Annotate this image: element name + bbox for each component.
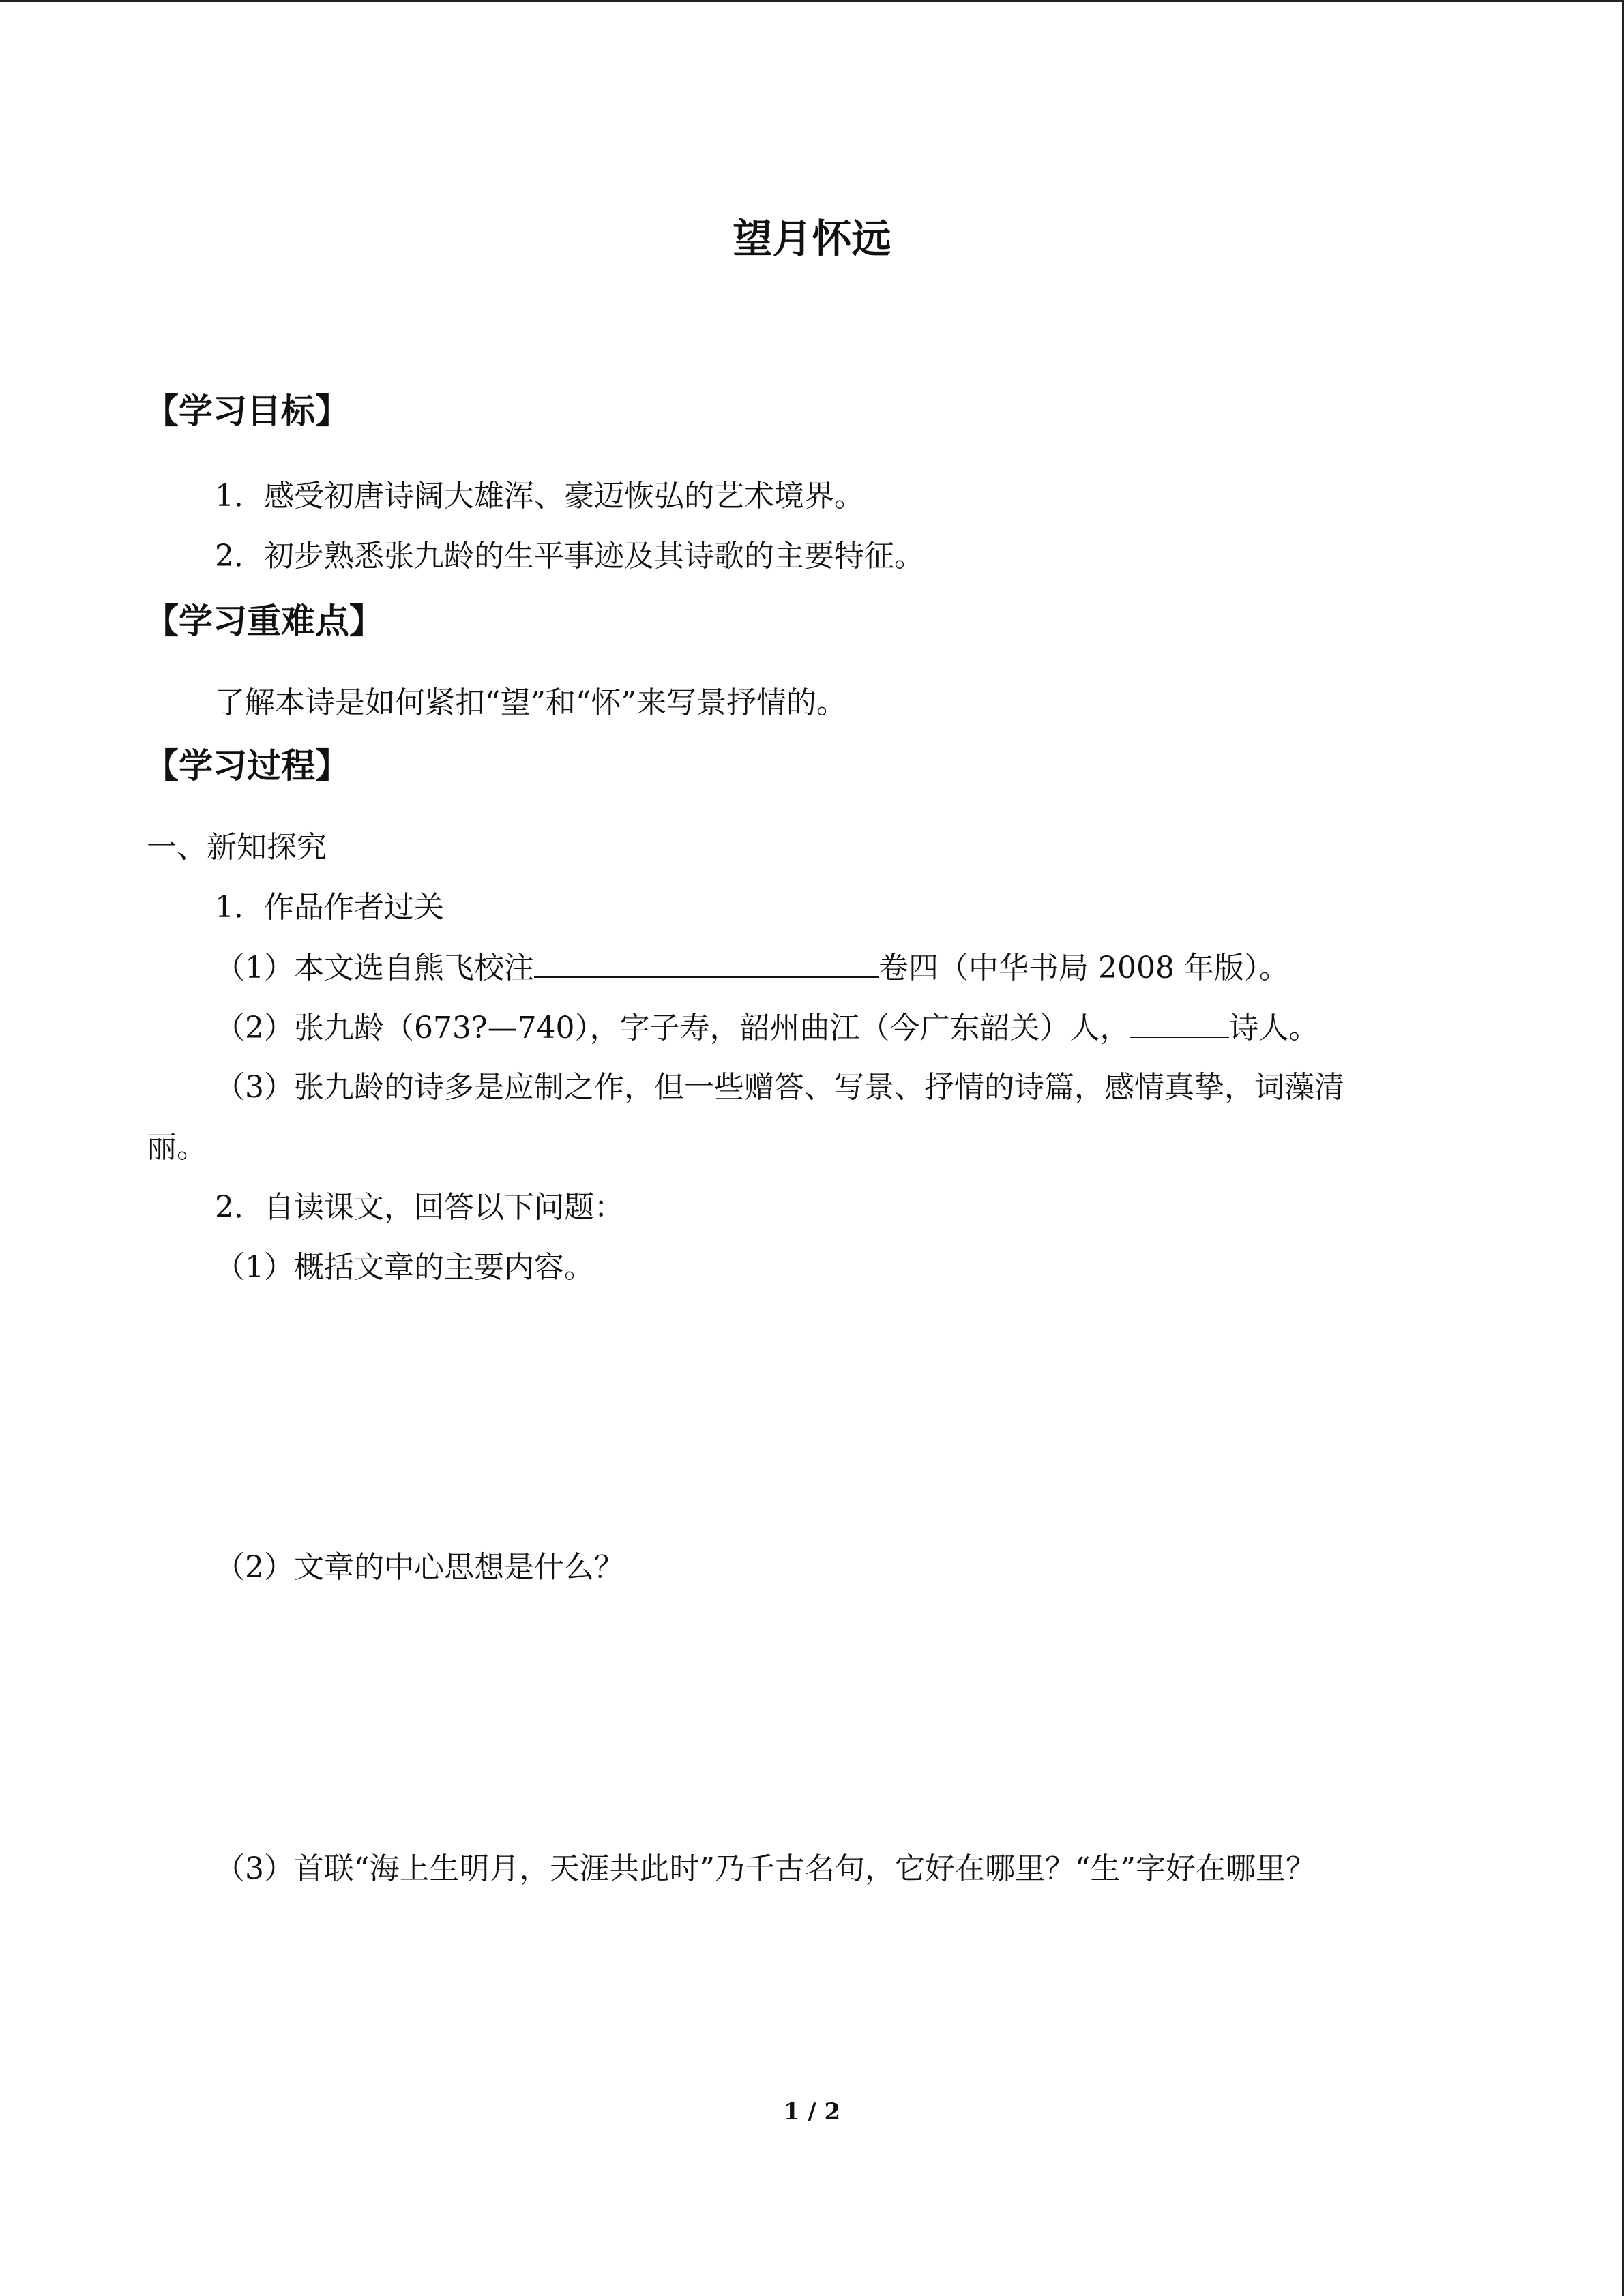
q1-2-answer-blank[interactable] (1130, 1007, 1229, 1038)
q2-2-question: （2）文章的中心思想是什么？ (215, 1550, 624, 1585)
page-border-top (0, 0, 1624, 2)
q1-2-line (215, 1007, 1319, 1049)
q1-1-suffix: 卷四（中华书局 2008 年版）。 (879, 951, 1289, 985)
q1-2-prefix: （2）张九龄（673?—740），字子寿，韶州曲江（今广东韶关）人， (215, 1011, 1130, 1045)
q1-1-prefix: （1）本文选自熊飞校注 (215, 951, 534, 985)
q2-3-question: （3）首联“海上生明月，天涯共此时”乃千古名句，它好在哪里？“生”字好在哪里？ (215, 1851, 1316, 1886)
heading-learning-process: 【学习过程】 (145, 746, 349, 786)
q1-title: 1．作品作者过关 (215, 890, 444, 925)
q1-3-line-1: （3）张九龄的诗多是应制之作，但一些赠答、写景、抒情的诗篇，感情真挚，词藻清 (215, 1070, 1344, 1105)
q1-2-suffix: 诗人。 (1228, 1011, 1319, 1045)
q1-3-line-2: 丽。 (147, 1130, 207, 1165)
key-points-text: 了解本诗是如何紧扣“望”和“怀”来写景抒情的。 (215, 685, 846, 720)
q2-1-question: （1）概括文章的主要内容。 (215, 1250, 594, 1285)
page-number: 1 / 2 (783, 2098, 841, 2126)
q1-1-line (215, 946, 1289, 989)
heading-key-points: 【学习重难点】 (145, 601, 383, 641)
part1-title: 一、新知探究 (147, 830, 327, 865)
q2-title: 2．自读课文，回答以下问题： (215, 1190, 624, 1225)
heading-learning-goals: 【学习目标】 (145, 391, 349, 431)
q1-1-answer-blank[interactable] (534, 946, 879, 978)
goal-item-1: 1．感受初唐诗阔大雄浑、豪迈恢弘的艺术境界。 (215, 479, 864, 513)
page-title: 望月怀远 (733, 215, 891, 262)
goal-item-2: 2．初步熟悉张九龄的生平事迹及其诗歌的主要特征。 (215, 539, 924, 573)
